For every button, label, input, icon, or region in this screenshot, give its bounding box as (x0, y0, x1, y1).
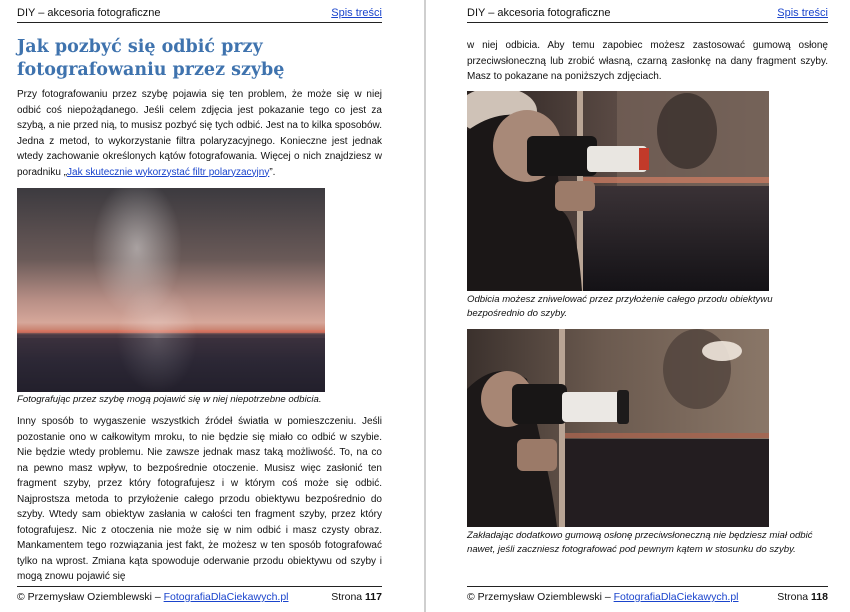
polarizing-filter-guide-link[interactable]: Jak skutecznie wykorzystać filtr polaryzacyjny (67, 166, 270, 178)
page-footer (17, 586, 382, 605)
document-title: DIY – akcesoria fotograficzne (17, 7, 161, 19)
footer-author (17, 590, 289, 604)
page-number (777, 590, 828, 604)
website-link[interactable]: FotografiaDlaCiekawych.pl (613, 591, 739, 603)
table-of-contents-link[interactable]: Spis treści (777, 7, 828, 19)
page-footer (467, 586, 828, 605)
photo-caption: Fotografując przez szybę mogą pojawić się w niej niepotrzebne odbicia. (17, 394, 322, 405)
section-title: Jak pozbyć się odbić przy fotografowaniu przez szybę (17, 37, 285, 80)
continuation-paragraph: w niej odbicia. Aby temu zapobiec możesz zastosować gumową osłonę przeciwsłoneczną lub zrobić własną, czarną zasłonkę na dany fragment szyby. Masz to pokazane na poniższych zdjęciach. (467, 40, 828, 82)
intro-paragraph (17, 87, 382, 180)
page-header (467, 6, 828, 23)
page-label: Strona (777, 591, 809, 603)
page-header (17, 6, 382, 23)
photo2-caption: Zakładając dodatkowo gumową osłonę przeciwsłoneczną nie będziesz miał odbić nawet, jeśli zaczniesz fotografować pod pewnym kątem w stosunku do szyby. (467, 529, 813, 555)
document-title: DIY – akcesoria fotograficzne (467, 7, 611, 19)
lens-against-glass-photo (467, 91, 828, 291)
copyright-text: © Przemysław Oziemblewski – (17, 591, 164, 603)
table-of-contents-link[interactable]: Spis treści (331, 7, 382, 19)
website-link[interactable]: FotografiaDlaCiekawych.pl (163, 591, 289, 603)
left-page-content (17, 36, 382, 585)
sunset-reflection-photo (17, 188, 382, 392)
methods-paragraph: Inny sposób to wygaszenie wszystkich źródeł światła w pomieszczeniu. Jeśli pozostanie ono w całkowitym mroku, to nie będzie się miało co odbić w szybie. Nie będzie wtedy problemu. Nie zawsze jednak masz taką możliwość. To, na co na pewno masz wpływ, to bezpośrednie otoczenie. Musisz więc zasłonić ten fragment szyby, przez który fotografujesz i w którym coś może się odbić. Najprostsza metoda to przyłożenie całego przodu obiektywu bezpośrednio do szyby. Wtedy sam obiektyw zasłania w całości ten fragment szyby, przez który fotografujesz. Nic z otoczenia nie może się w nim odbić i masz czysty obraz. Mankamentem tego rozwiązania jest fakt, że możesz w ten sposób fotografować tylko na wprost. Zmiana kąta spowoduje oderwanie przodu obiektywu od szyby i mogą znowu pojawić się (17, 416, 382, 582)
intro-tail: ”. (269, 166, 276, 178)
page-number (331, 590, 382, 604)
right-page-content (467, 38, 828, 557)
page-number-value: 117 (365, 591, 382, 603)
photo1-caption: Odbicia możesz zniwelować przez przyłożenie całego przodu obiektywu bezpośrednio do szyby. (467, 293, 773, 319)
left-page (0, 0, 424, 612)
intro-text: Przy fotografowaniu przez szybę pojawia się ten problem, że może się w niej odbić coś niepożądanego. Jeśli celem zdjęcia jest pokazanie tego co jest za szybą, a nie przed nią, to musisz pozbyć się tych odbić. Jest na to kilka sposobów. Jedna z metod, to wykorzystanie filtra polaryzacyjnego. Konieczne jest jednak wtedy zachowanie określonych kątów fotografowania. Więcej o nich znajdziesz w poradniku „ (17, 89, 382, 178)
copyright-text: © Przemysław Oziemblewski – (467, 591, 614, 603)
page-label: Strona (331, 591, 363, 603)
footer-author (467, 590, 739, 604)
right-page (426, 0, 850, 612)
page-number-value: 118 (811, 591, 828, 603)
lens-hood-photo (467, 329, 828, 527)
